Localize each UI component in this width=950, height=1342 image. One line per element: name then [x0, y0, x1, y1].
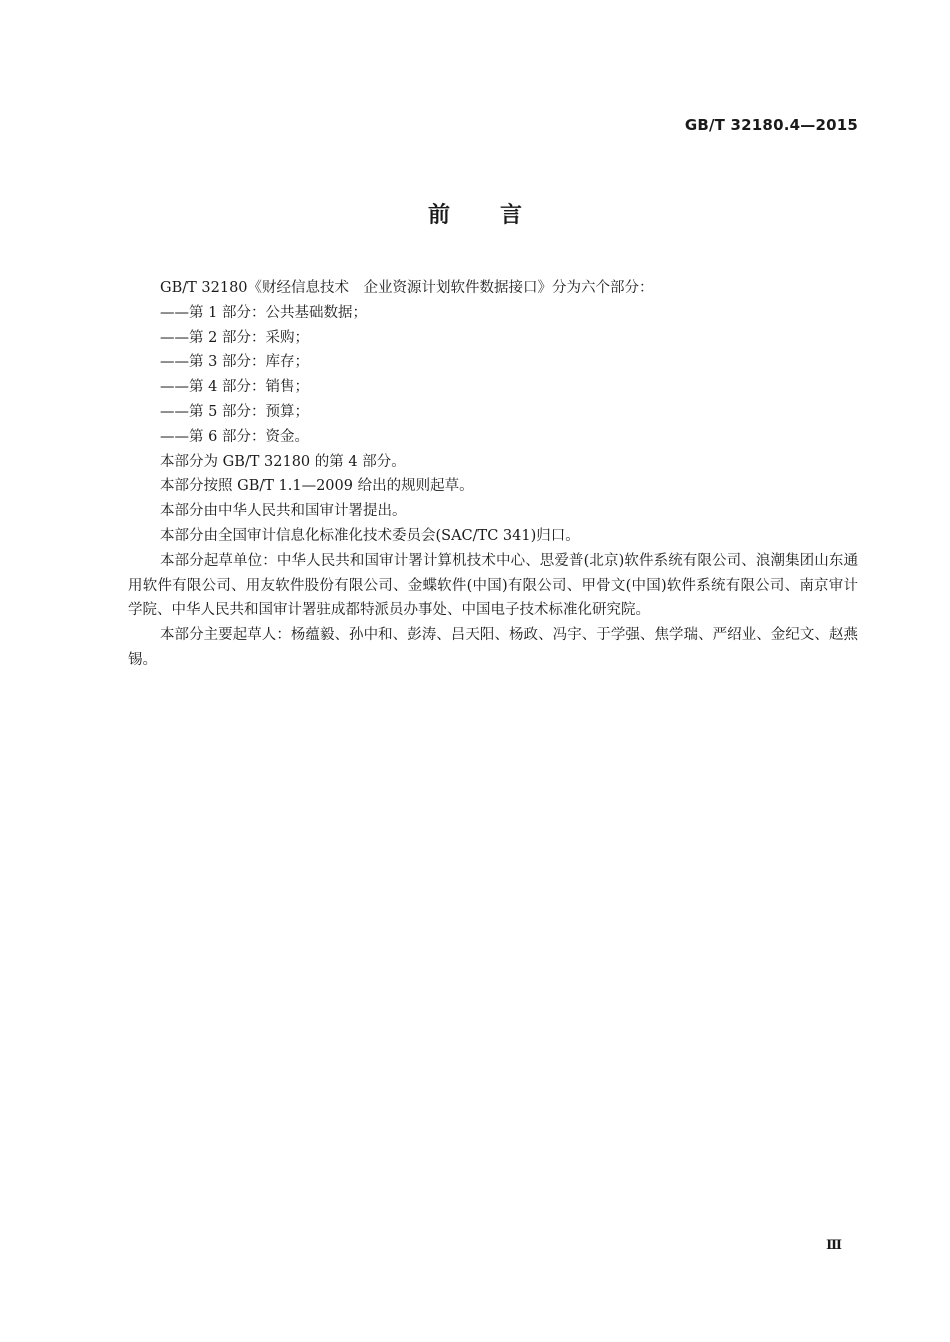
drafting-rules-paragraph: 本部分按照 GB/T 1.1—2009 给出的规则起草。: [160, 478, 474, 495]
intro-paragraph: GB/T 32180《财经信息技术 企业资源计划软件数据接口》分为六个部分：: [160, 280, 654, 296]
standard-code: GB/T 32180.4—2015: [684, 116, 858, 134]
main-drafters-paragraph: 本部分主要起草人：杨蕴毅、孙中和、彭涛、吕天阳、杨政、冯宇、于学强、焦学瑞、严绍业、金纪文、赵燕锡。: [128, 627, 858, 668]
list-item-part-4: ——第 4 部分：销售；: [160, 379, 309, 396]
list-item-part-3: ——第 3 部分：库存；: [160, 354, 309, 371]
list-item-part-6: ——第 6 部分：资金。: [160, 428, 309, 445]
list-item-part-1: ——第 1 部分：公共基础数据；: [160, 304, 367, 321]
page-number: Ⅲ: [826, 1238, 842, 1253]
foreword-body: [128, 276, 858, 673]
proposed-by-paragraph: 本部分由中华人民共和国审计署提出。: [160, 503, 407, 520]
centralized-by-paragraph: 本部分由全国审计信息化标准化技术委员会(SAC/TC 341)归口。: [160, 527, 580, 544]
list-item-part-5: ——第 5 部分：预算；: [160, 403, 309, 420]
this-part-paragraph: 本部分为 GB/T 32180 的第 4 部分。: [160, 453, 406, 470]
list-item-part-2: ——第 2 部分：采购；: [160, 329, 309, 346]
drafting-units-paragraph: 本部分起草单位：中华人民共和国审计署计算机技术中心、思爱普(北京)软件系统有限公司、浪潮集团山东通用软件有限公司、用友软件股份有限公司、金蝶软件(中国)有限公司、甲骨文(中国)软件系统有限公司、南京审计学院、中华人民共和国审计署驻成都特派员办事处、中国电子技术标准化研究院。: [128, 552, 858, 619]
page-title: 前言: [427, 203, 572, 228]
